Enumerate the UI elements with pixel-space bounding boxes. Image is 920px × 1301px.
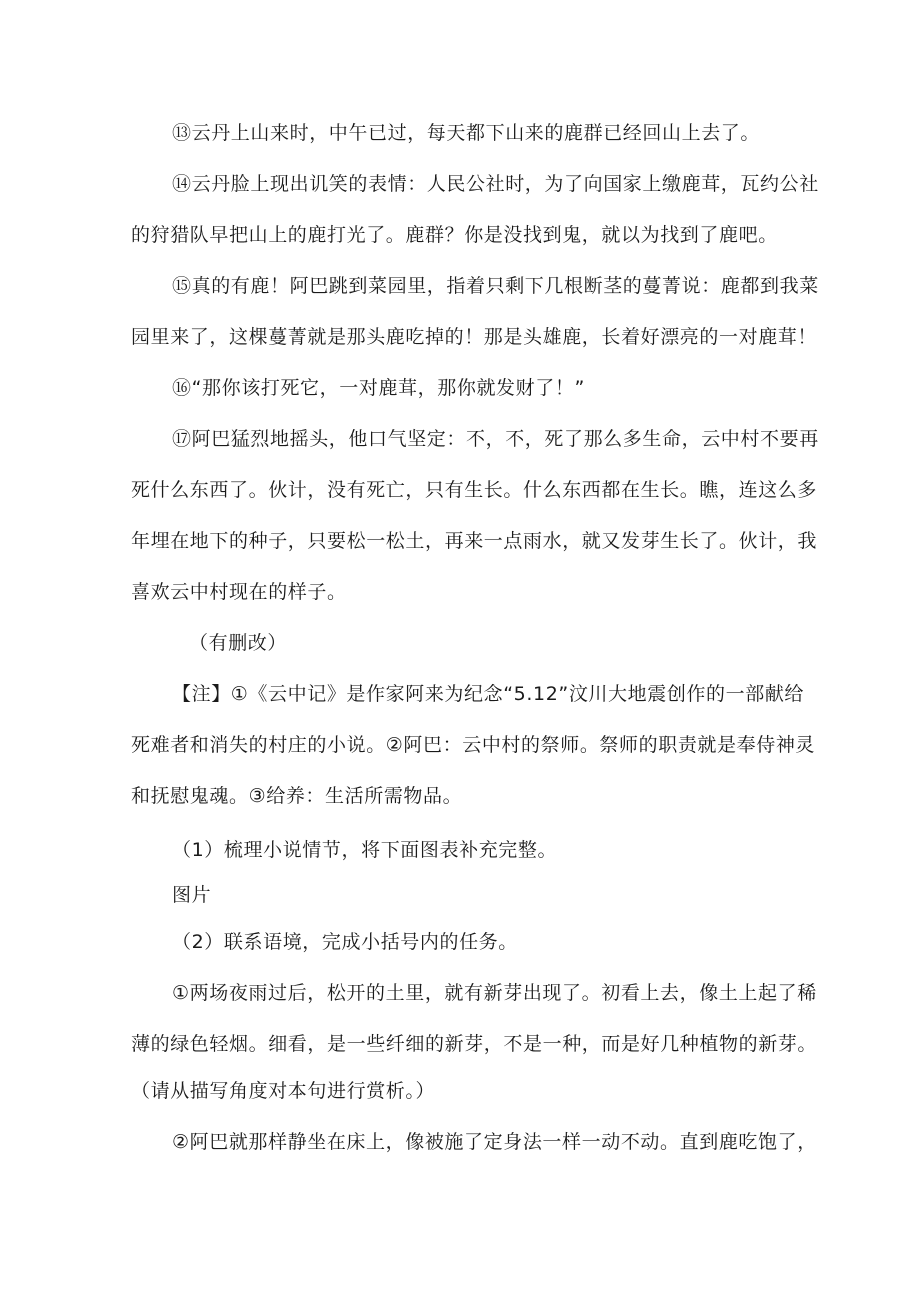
footnote-line-1: 【注】①《云中记》是作家阿来为纪念“5.12”汶川大地震创作的一部献给 [172,683,805,705]
paragraph-13: ⑬云丹上山来时，中午已过，每天都下山来的鹿群已经回山上去了。 [172,122,761,144]
paragraph-15-line-1: ⑮真的有鹿！阿巴跳到菜园里，指着只剩下几根断茎的蔓菁说：鹿都到我菜 [172,275,819,297]
question-2: （2）联系语境，完成小括号内的任务。 [172,931,518,953]
paragraph-14-line-1: ⑭云丹脸上现出讥笑的表情：人民公社时，为了向国家上缴鹿茸，瓦约公社 [172,173,819,195]
footnote-line-3: 和抚慰鬼魂。③给养：生活所需物品。 [131,785,463,807]
question-2-item-1-task: （请从描写角度对本句进行赏析。） [131,1080,436,1102]
question-1: （1）梳理小说情节，将下面图表补充完整。 [172,839,558,861]
paragraph-14-line-2: 的狩猎队早把山上的鹿打光了。鹿群？你是没找到鬼，就以为找到了鹿吧。 [131,224,778,246]
paragraph-15-line-2: 园里来了，这棵蔓菁就是那头鹿吃掉的！那是头雄鹿，长着好漂亮的一对鹿茸！ [131,326,818,348]
question-2-item-1-line-1: ①两场夜雨过后，松开的土里，就有新芽出现了。初看上去，像土上起了稀 [172,982,817,1004]
source-note: （有删改） [189,632,288,654]
question-2-item-1-line-2: 薄的绿色轻烟。细看，是一些纤细的新芽，不是一种，而是好几种植物的新芽。 [131,1033,818,1055]
paragraph-17-line-3: 年埋在地下的种子，只要松一松土，再来一点雨水，就又发芽生长了。伙计，我 [131,530,818,552]
paragraph-17-line-2: 死什么东西了。伙计，没有死亡，只有生长。什么东西都在生长。瞧，连这么多 [131,479,818,501]
footnote-line-2: 死难者和消失的村庄的小说。②阿巴：云中村的祭师。祭师的职责就是奉侍神灵 [131,734,816,756]
paragraph-17-line-1: ⑰阿巴猛烈地摇头，他口气坚定：不，不，死了那么多生命，云中村不要再 [172,428,819,450]
question-2-item-2-line-1: ②阿巴就那样静坐在床上，像被施了定身法一样一动不动。直到鹿吃饱了， [172,1131,817,1153]
paragraph-17-line-4: 喜欢云中村现在的样子。 [131,581,347,603]
paragraph-16: ⑯“那你该打死它，一对鹿茸，那你就发财了！” [172,377,585,399]
image-placeholder-label: 图片 [172,884,212,906]
